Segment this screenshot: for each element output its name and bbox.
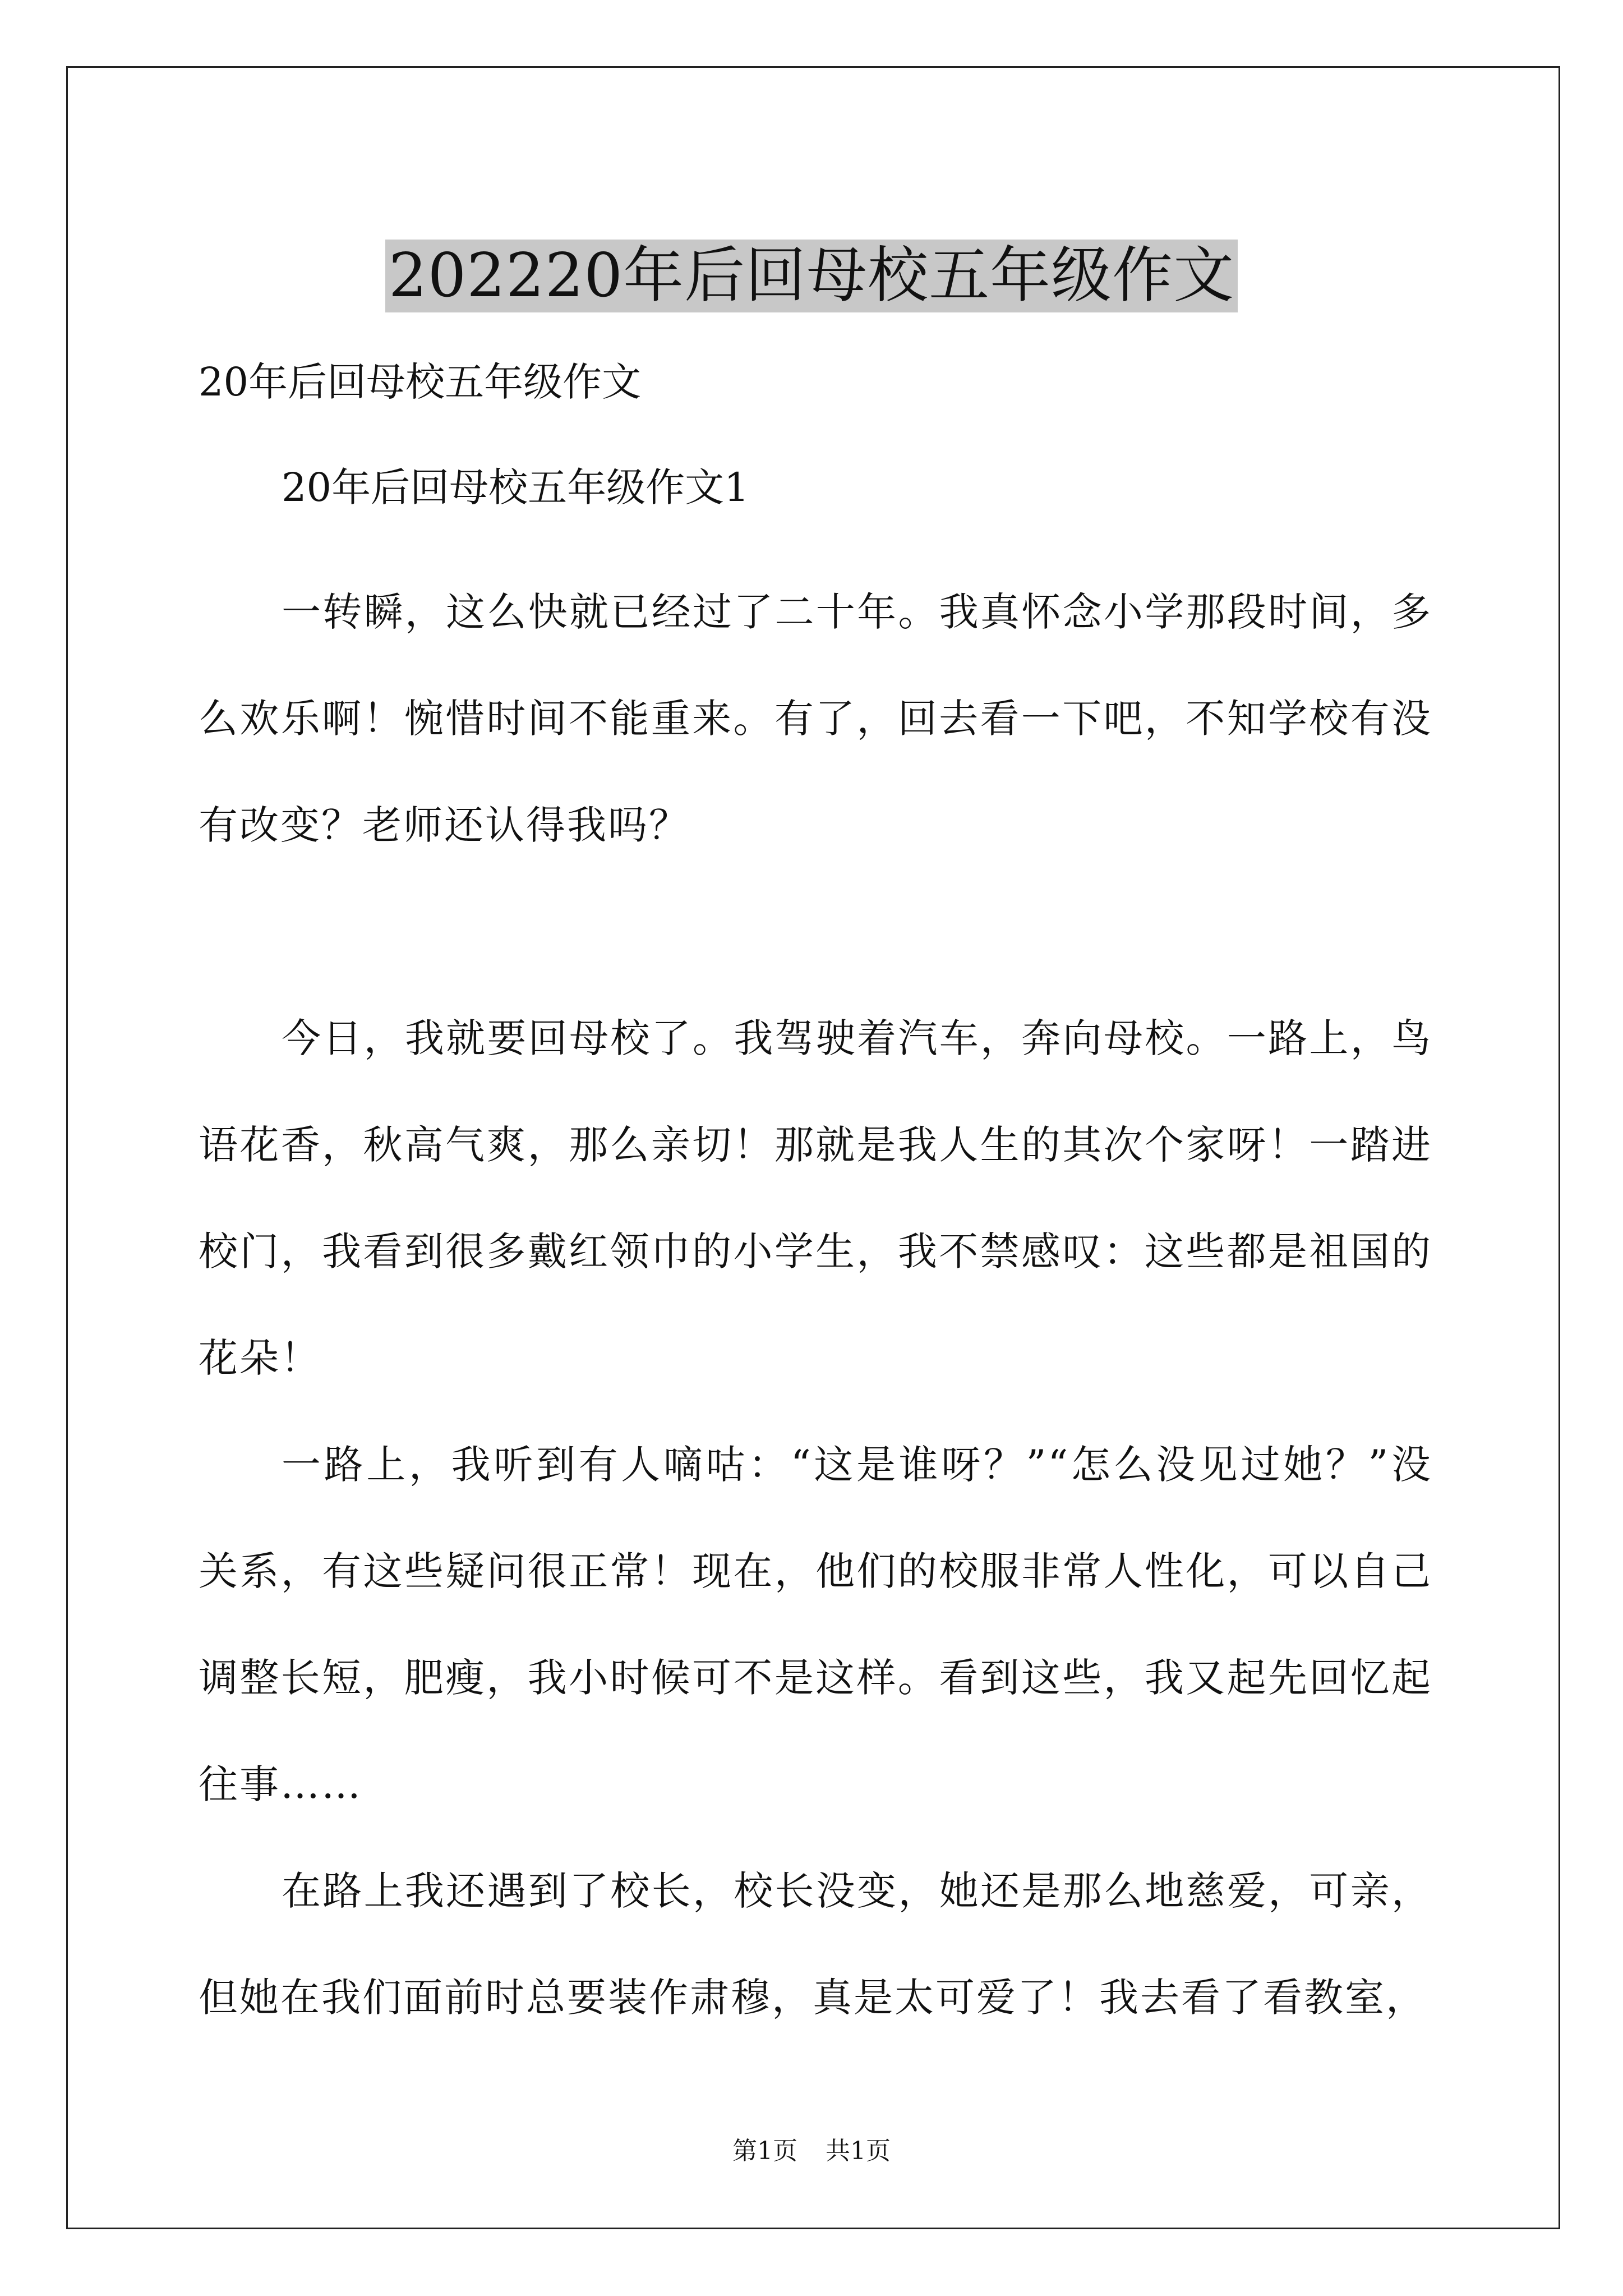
paragraph-3: 一路上，我听到有人嘀咕：“这是谁呀？”“怎么没见过她？”没关系，有这些疑问很正常！现在，他们的校服非常人性化，可以自己调整长短，肥瘦，我小时候可不是这样。看到这些，我又起先回忆起往事……: [199, 1442, 1432, 1807]
section-heading: 20年后回母校五年级作文1: [282, 464, 749, 510]
page-footer: [0, 2134, 1623, 2168]
document-body: [199, 348, 1432, 2051]
paragraph-2: 今日，我就要回母校了。我驾驶着汽车，奔向母校。一路上，鸟语花香，秋高气爽，那么亲切！那就是我人生的其次个家呀！一踏进校门，我看到很多戴红领巾的小学生，我不禁感叹：这些都是祖国的花朵！: [199, 1015, 1432, 1381]
title-container: [0, 199, 1623, 353]
page-number: 第1页: [732, 2137, 797, 2165]
paragraph-1: 一转瞬，这么快就已经过了二十年。我真怀念小学那段时间，多么欢乐啊！惋惜时间不能重来。有了，回去看一下吧，不知学校有没有改变？老师还认得我吗？: [199, 589, 1432, 848]
document-title: 202220年后回母校五年级作文: [385, 240, 1238, 312]
page-total: 共1页: [826, 2137, 891, 2165]
document-subtitle: 20年后回母校五年级作文: [199, 359, 642, 405]
paragraph-4: 在路上我还遇到了校长，校长没变，她还是那么地慈爱，可亲，但她在我们面前时总要装作肃穆，真是太可爱了！我去看了看教室，: [199, 1868, 1432, 2021]
